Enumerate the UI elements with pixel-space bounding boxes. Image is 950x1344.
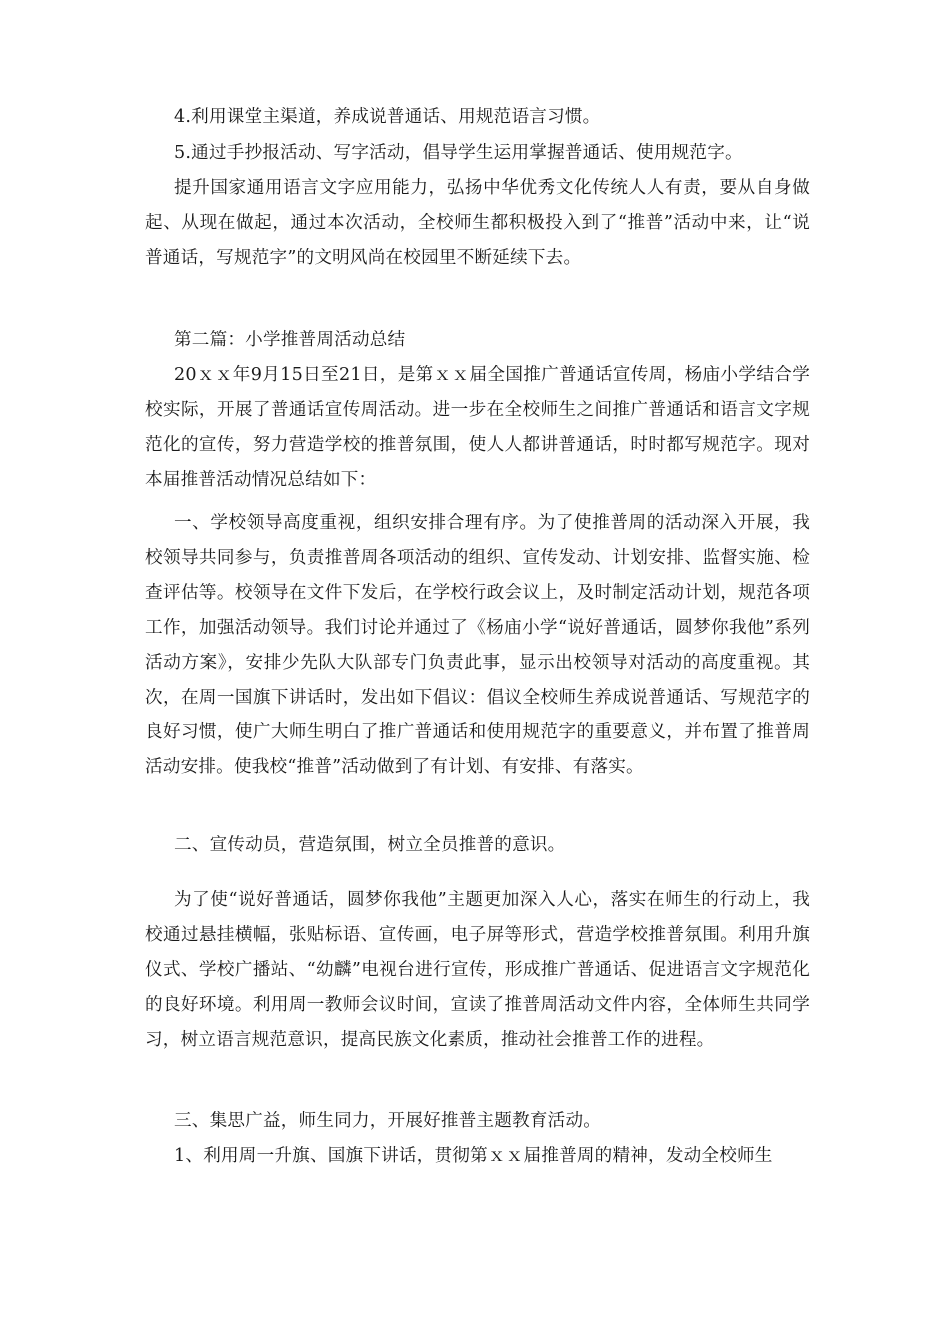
paragraph-item-1: 1、利用周一升旗、国旗下讲话，贯彻第ｘｘ届推普周的精神，发动全校师生	[174, 1146, 773, 1166]
section-title: 第二篇：小学推普周活动总结	[174, 330, 406, 350]
paragraph-item-5: 5.通过手抄报活动、写字活动，倡导学生运用掌握普通话、使用规范字。	[174, 143, 743, 163]
heading-section-three: 三、集思广益，师生同力，开展好推普主题教育活动。	[174, 1111, 602, 1131]
paragraph-intro: 20ｘｘ年9月15日至21日，是第ｘｘ届全国推广普通话宣传周，杨庙小学结合学校实际，开展了普通话宣传周活动。进一步在全校师生之间推广普通话和语言文字规范化的宣传，努力营造学校的推普氛围，使人人都讲普通话，时时都写规范字。现对本届推普活动情况总结如下：	[145, 365, 810, 490]
paragraph-item-4: 4.利用课堂主渠道，养成说普通话、用规范语言习惯。	[174, 107, 601, 127]
paragraph-section-two: 为了使“说好普通话，圆梦你我他”主题更加深入人心，落实在师生的行动上，我校通过悬挂横幅，张贴标语、宣传画，电子屏等形式，营造学校推普氛围。利用升旗仪式、学校广播站、“幼麟”电视台进行宣传，形成推广普通话、促进语言文字规范化的良好环境。利用周一教师会议时间，宣读了推普周活动文件内容，全体师生共同学习，树立语言规范意识，提高民族文化素质，推动社会推普工作的进程。	[145, 890, 810, 1050]
heading-section-two: 二、宣传动员，营造氛围，树立全员推普的意识。	[174, 835, 566, 855]
paragraph-section-one: 一、学校领导高度重视，组织安排合理有序。为了使推普周的活动深入开展，我校领导共同参与，负责推普周各项活动的组织、宣传发动、计划安排、监督实施、检查评估等。校领导在文件下发后，在学校行政会议上，及时制定活动计划，规范各项工作，加强活动领导。我们讨论并通过了《杨庙小学“说好普通话，圆梦你我他”系列活动方案》，安排少先队大队部专门负责此事，显示出校领导对活动的高度重视。其次，在周一国旗下讲话时，发出如下倡议：倡议全校师生养成说普通话、写规范字的良好习惯，使广大师生明白了推广普通话和使用规范字的重要意义，并布置了推普周活动安排。使我校“推普”活动做到了有计划、有安排、有落实。	[145, 513, 810, 778]
paragraph-conclusion: 提升国家通用语言文字应用能力，弘扬中华优秀文化传统人人有责，要从自身做起、从现在做起，通过本次活动，全校师生都积极投入到了“推普”活动中来，让“说普通话，写规范字”的文明风尚在校园里不断延续下去。	[145, 178, 810, 268]
